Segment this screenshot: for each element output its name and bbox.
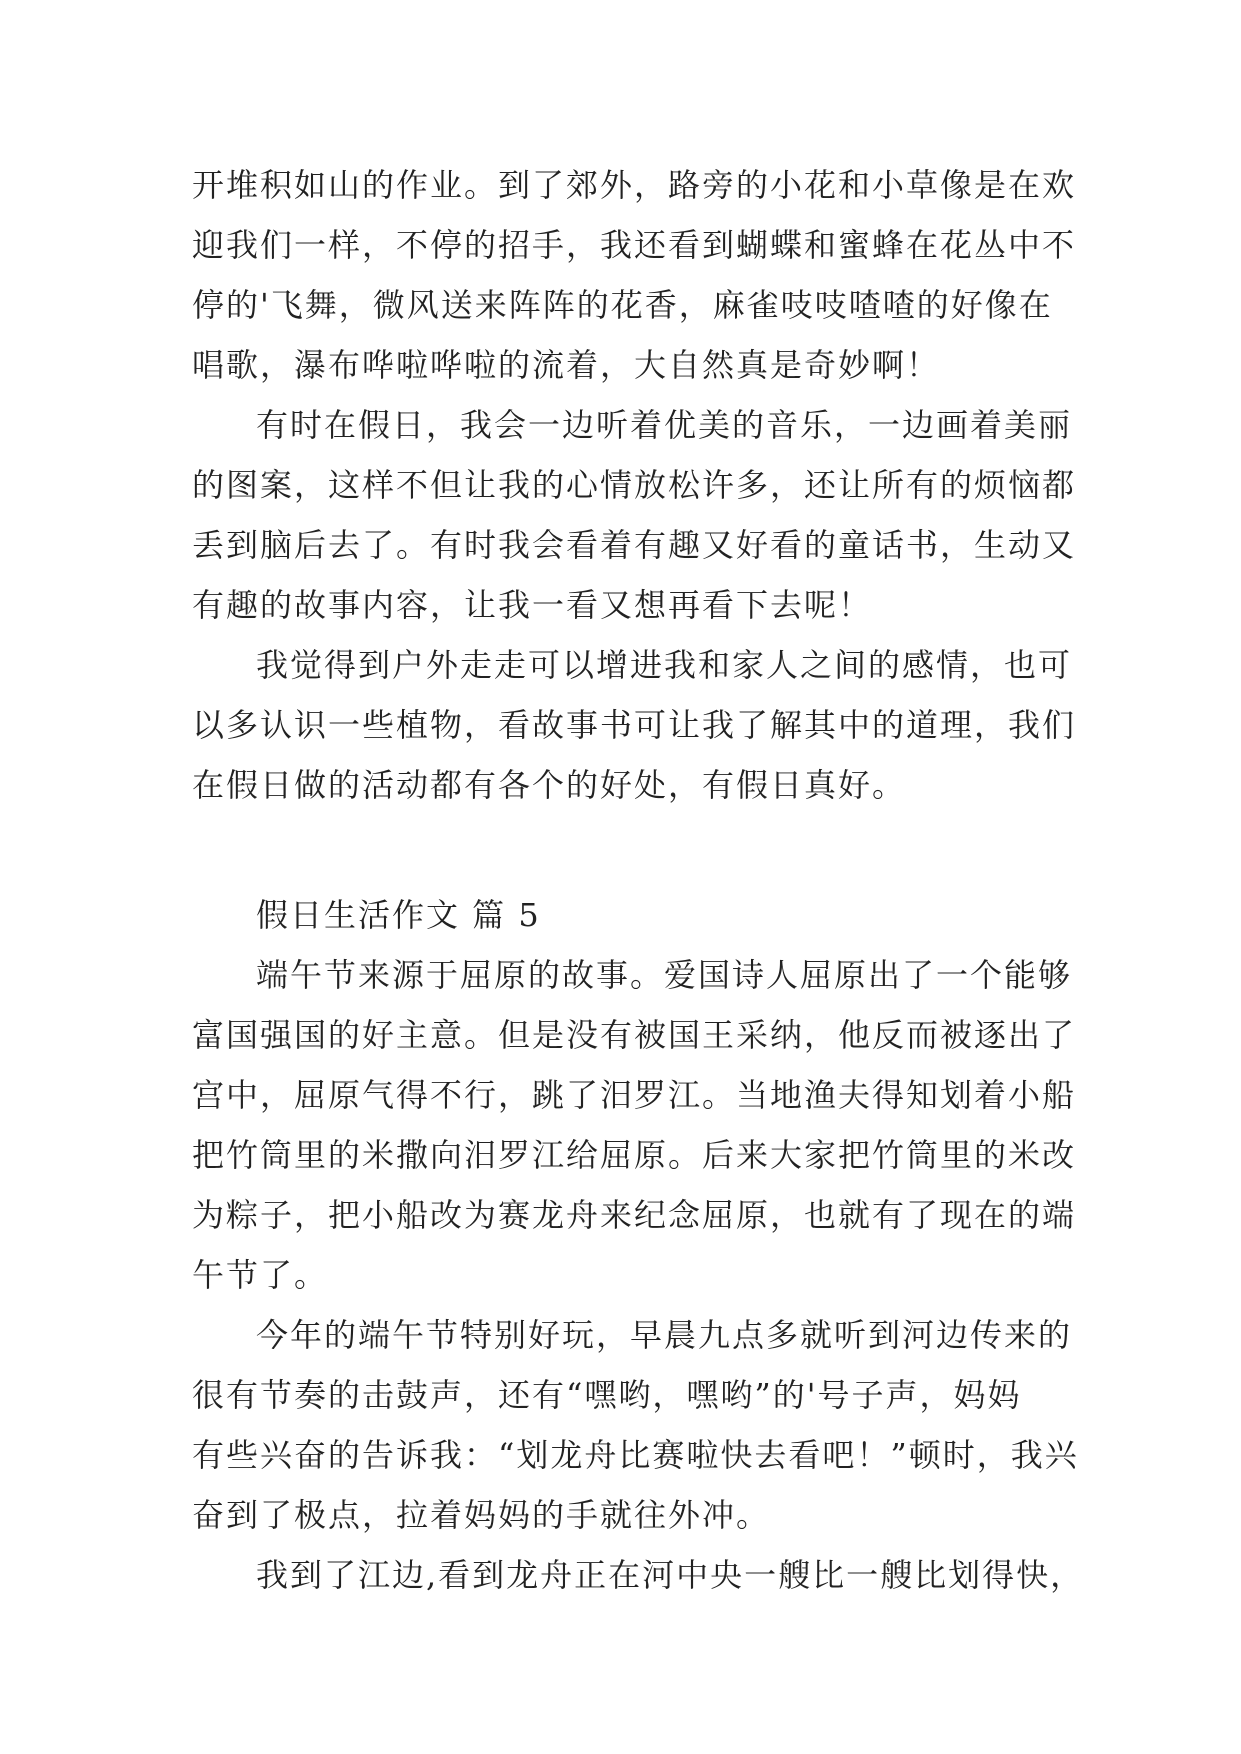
text-line: 富国强国的好主意。但是没有被国王采纳，他反而被逐出了: [192, 1016, 1077, 1054]
section-gap: [192, 815, 1052, 885]
text-line: 迎我们一样，不停的招手，我还看到蝴蝶和蜜蜂在花丛中不: [192, 226, 1077, 264]
text-line: 午节了。: [192, 1256, 329, 1294]
text-line: 把竹筒里的米撒向汨罗江给屈原。后来大家把竹筒里的米改: [192, 1136, 1077, 1174]
text-line: 我觉得到户外走走可以增进我和家人之间的感情，也可: [256, 646, 1073, 684]
text-line: 以多认识一些植物，看故事书可让我了解其中的道理，我们: [192, 706, 1077, 744]
text-line: 今年的端午节特别好玩，早晨九点多就听到河边传来的: [256, 1316, 1073, 1354]
text-line: 停的'飞舞，微风送来阵阵的花香，麻雀吱吱喳喳的好像在: [192, 286, 1053, 324]
text-line: 很有节奏的击鼓声，还有“嘿哟，嘿哟”的'号子声，妈妈: [192, 1376, 1022, 1414]
text-line: 端午节来源于屈原的故事。爱国诗人屈原出了一个能够: [256, 956, 1073, 994]
text-line: 的图案，这样不但让我的心情放松许多，还让所有的烦恼都: [192, 466, 1077, 504]
text-line: 有些兴奋的告诉我：“划龙舟比赛啦快去看吧！”顿时，我兴: [192, 1436, 1079, 1474]
text-line: 唱歌，瀑布哗啦哗啦的流着，大自然真是奇妙啊！: [192, 346, 941, 384]
text-line: 在假日做的活动都有各个的好处，有假日真好。: [192, 766, 907, 804]
text-line: 宫中，屈原气得不行，跳了汨罗江。当地渔夫得知划着小船: [192, 1076, 1077, 1114]
section-heading: 假日生活作文 篇 5: [256, 896, 541, 934]
text-line: 丢到脑后去了。有时我会看着有趣又好看的童话书，生动又: [192, 526, 1077, 564]
text-line: 为粽子，把小船改为赛龙舟来纪念屈原，也就有了现在的端: [192, 1196, 1077, 1234]
document-page: [192, 155, 1085, 1605]
text-line: 奋到了极点，拉着妈妈的手就往外冲。: [192, 1496, 771, 1534]
text-line: 有趣的故事内容，让我一看又想再看下去呢！: [192, 586, 873, 624]
text-line: 开堆积如山的作业。到了郊外，路旁的小花和小草像是在欢: [192, 166, 1077, 204]
text-line: 有时在假日，我会一边听着优美的音乐，一边画着美丽: [256, 406, 1073, 444]
text-line: 我到了江边,看到龙舟正在河中央一艘比一艘比划得快，: [256, 1556, 1085, 1594]
